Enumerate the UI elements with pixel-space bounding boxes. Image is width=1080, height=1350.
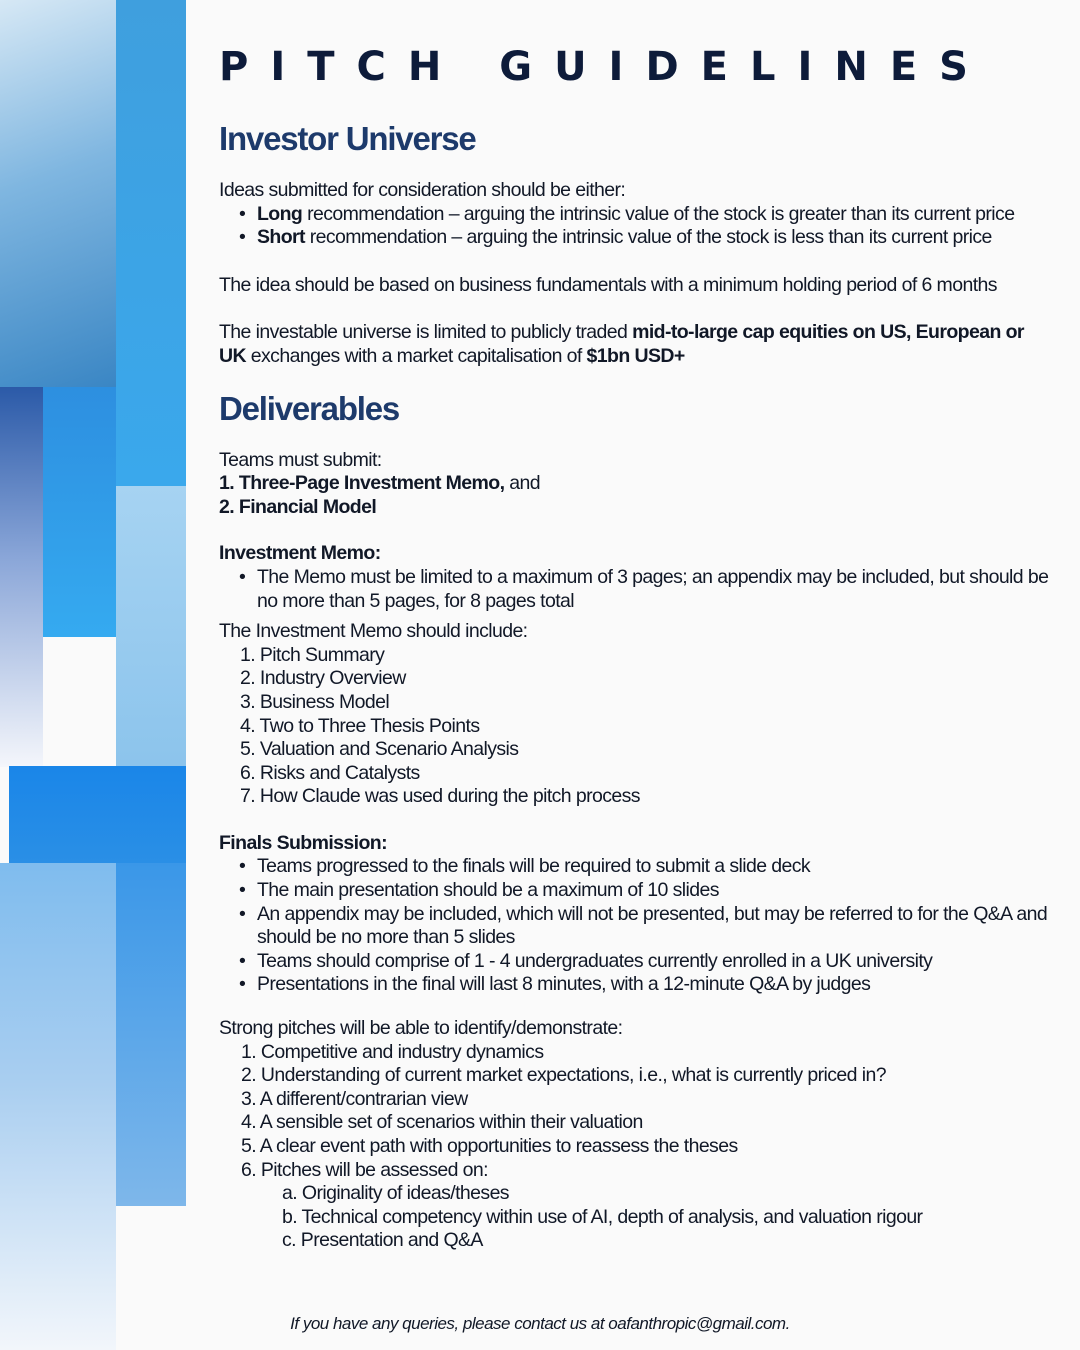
fundamentals-text: The idea should be based on business fundamentals with a minimum holding period of 6 months bbox=[219, 273, 997, 296]
memo-include-intro: The Investment Memo should include: bbox=[219, 620, 528, 643]
finals-heading: Finals Submission: bbox=[219, 831, 387, 854]
short-text: recommendation – arguing the intrinsic value of the stock is less than its current price bbox=[304, 226, 992, 249]
decor-block-8 bbox=[0, 863, 116, 1350]
finals-item-3: • An appendix may be included, which will not be presented, but may be referred to for the Q&A and should be no more than 5 slides bbox=[219, 903, 1054, 950]
strong-item-1: 1. Competitive and industry dynamics bbox=[241, 1040, 544, 1063]
universe-part-b: mid-to-large cap equities on US, European or UK bbox=[219, 321, 1024, 367]
deliverables-heading: Deliverables bbox=[219, 389, 400, 427]
finals-item-4: • Teams should comprise of 1 - 4 undergraduates currently enrolled in a UK university bbox=[219, 950, 1054, 974]
deliverable-item-1 bbox=[219, 472, 1054, 496]
deliverable-item-2: 2. Financial Model bbox=[219, 495, 377, 518]
decor-block-6 bbox=[9, 766, 186, 863]
decor-block-7 bbox=[116, 863, 186, 1206]
short-label: Short bbox=[257, 226, 305, 249]
assessed-item-b: b. Technical competency within use of AI, depth of analysis, and valuation rigour bbox=[282, 1205, 923, 1228]
memo-heading: Investment Memo: bbox=[219, 542, 381, 565]
long-bullet bbox=[219, 203, 1054, 227]
universe-part-c: exchanges with a market capitalisation of bbox=[245, 344, 587, 367]
short-bullet bbox=[219, 226, 1054, 250]
assessed-item-c: c. Presentation and Q&A bbox=[282, 1229, 483, 1252]
finals-item-1: • Teams progressed to the finals will be required to submit a slide deck bbox=[219, 855, 1054, 879]
decor-block-5 bbox=[116, 486, 186, 766]
memo-item-2: 2. Industry Overview bbox=[240, 667, 406, 690]
universe-part-d: $1bn USD+ bbox=[586, 344, 685, 367]
strong-item-5: 5. A clear event path with opportunities to reassess the theses bbox=[241, 1135, 738, 1157]
memo-item-6: 6. Risks and Catalysts bbox=[240, 761, 420, 784]
page-title: PITCH GUIDELINES bbox=[219, 44, 990, 90]
memo-item-7: 7. How Claude was used during the pitch process bbox=[240, 785, 640, 808]
finals-item-5: • Presentations in the final will last 8 minutes, with a 12-minute Q&A by judges bbox=[219, 973, 1054, 997]
memo-item-3: 3. Business Model bbox=[240, 690, 390, 713]
document-body bbox=[219, 40, 1054, 1253]
strong-item-3: 3. A different/contrarian view bbox=[241, 1087, 468, 1110]
strong-item-2: 2. Understanding of current market expectations, i.e., what is currently priced in? bbox=[241, 1064, 886, 1087]
memo-item-4: 4. Two to Three Thesis Points bbox=[240, 714, 480, 737]
decor-block-4 bbox=[0, 387, 43, 767]
decor-block-3 bbox=[43, 387, 116, 637]
deliverable-item-1-label: 1. Three-Page Investment Memo, bbox=[219, 472, 505, 495]
strong-item-4: 4. A sensible set of scenarios within their valuation bbox=[241, 1111, 643, 1134]
investor-intro: Ideas submitted for consideration should be either: bbox=[219, 179, 626, 201]
memo-item-5: 5. Valuation and Scenario Analysis bbox=[240, 738, 519, 761]
long-label: Long bbox=[257, 202, 303, 225]
investor-universe-heading: Investor Universe bbox=[219, 120, 476, 157]
memo-item-1: 1. Pitch Summary bbox=[240, 643, 385, 666]
deliverable-item-1-text: and bbox=[504, 472, 540, 495]
decor-block-2 bbox=[116, 0, 186, 486]
deliverables-intro: Teams must submit: bbox=[219, 448, 382, 471]
strong-item-6: 6. Pitches will be assessed on: bbox=[241, 1158, 488, 1181]
contact-footer: If you have any queries, please contact us at oafanthropic@gmail.com. bbox=[290, 1314, 790, 1333]
strong-intro: Strong pitches will be able to identify/demonstrate: bbox=[219, 1017, 623, 1040]
universe-part-a: The investable universe is limited to publicly traded bbox=[219, 321, 633, 344]
finals-item-2: • The main presentation should be a maximum of 10 slides bbox=[219, 879, 1054, 903]
memo-bullet: • The Memo must be limited to a maximum of 3 pages; an appendix may be included, but should be no more than 5 pages, for 8 pages total bbox=[219, 566, 1054, 613]
universe-text bbox=[219, 321, 1054, 368]
long-text: recommendation – arguing the intrinsic value of the stock is greater than its current price bbox=[302, 202, 1015, 225]
decor-block-1 bbox=[0, 0, 116, 387]
assessed-item-a: a. Originality of ideas/theses bbox=[282, 1182, 509, 1205]
